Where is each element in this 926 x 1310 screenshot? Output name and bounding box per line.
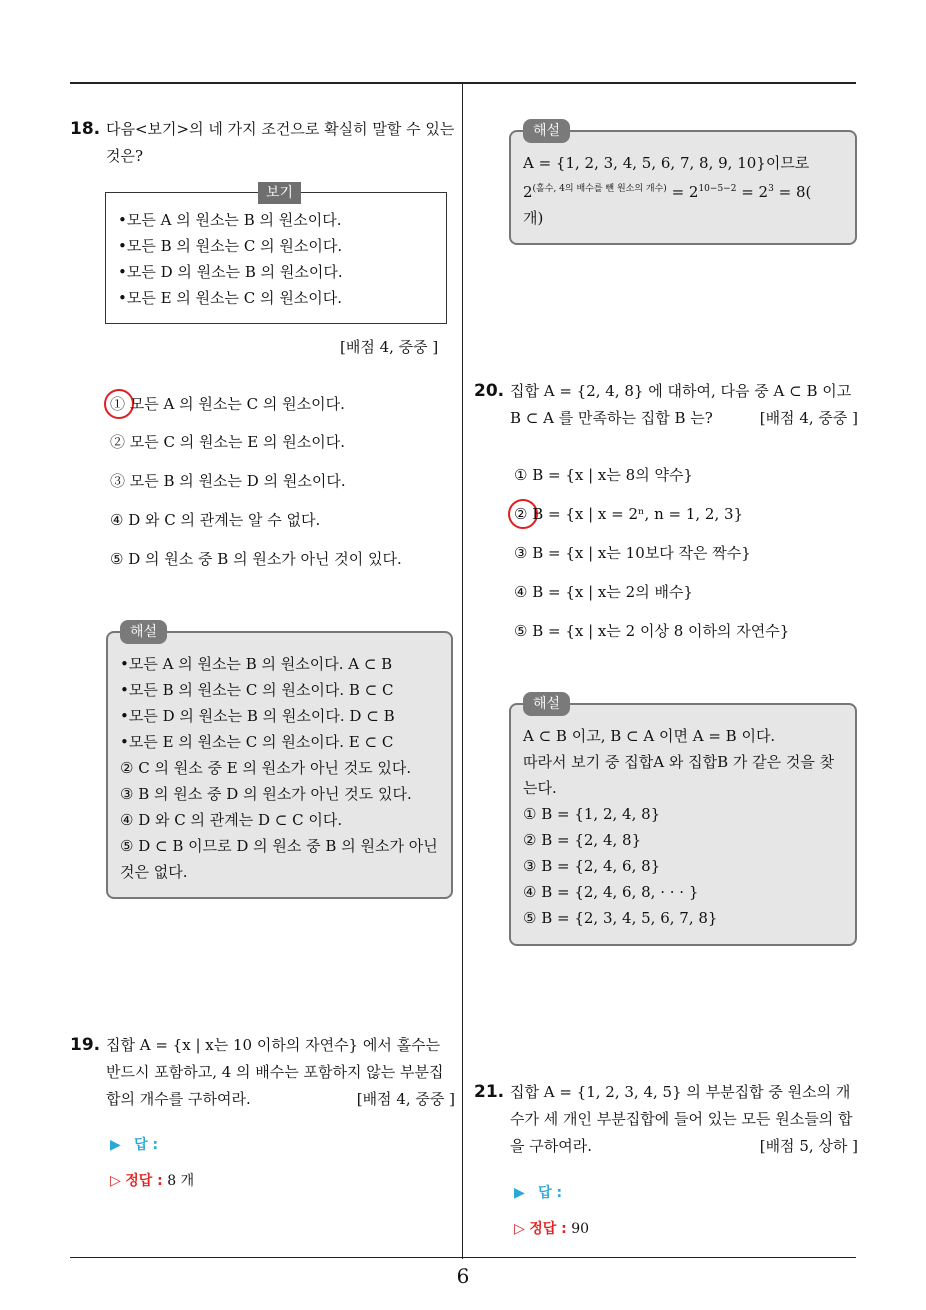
solution-line: ③ B 의 원소 중 D 의 원소가 아닌 것도 있다. <box>120 785 412 803</box>
question-number: 18. <box>70 119 101 139</box>
choice-5[interactable]: ⑤ D 의 원소 중 B 의 원소가 아닌 것이 있다. <box>110 550 402 568</box>
solution-line: 는다. <box>523 779 557 797</box>
score-level: [배점 4, 중중 ] <box>759 409 858 427</box>
solution-line: ① B = {1, 2, 4, 8} <box>523 805 661 823</box>
solution-line: $2^{(홀수, 4의 배수를 뺀 원소의 개수)} = 2^{10-5-2} = 2^3 = 8$( <box>523 183 812 201</box>
question-number: 20. <box>474 381 505 401</box>
solution-line: A = {1, 2, 3, 4, 5, 6, 7, 8, 9, 10}이므로 <box>523 154 810 172</box>
bottom-rule <box>70 1257 856 1258</box>
outline-triangle-icon: ▷ <box>514 1221 525 1237</box>
solution-tab: 해설 <box>523 692 570 716</box>
solution-line: ② C 의 원소 중 E 의 원소가 아닌 것도 있다. <box>120 759 412 777</box>
solution-line: ④ B = {2, 4, 6, 8, · · · } <box>523 883 699 901</box>
question-text-body: 집합 A = {1, 2, 3, 4, 5} 의 부분집합 중 원소의 개수가 세 개인 부분집합에 들어 있는 모든 원소들의 합을 구하여라. <box>510 1083 853 1155</box>
score-level: [배점 4, 중중 ] <box>340 338 439 356</box>
solution-line: ④ D 와 C 의 관계는 D ⊂ C 이다. <box>120 811 343 829</box>
solution-line: 개) <box>523 209 544 227</box>
question-19 <box>70 1032 455 1113</box>
correct-value: 90 <box>571 1221 590 1237</box>
choice-1[interactable]: ① 모든 A 의 원소는 C 의 원소이다. <box>110 395 345 413</box>
solution-box-19 <box>509 123 857 245</box>
correct-label: 정답 : <box>125 1173 163 1189</box>
solution-tab: 해설 <box>120 620 167 644</box>
solution-line: ② B = {2, 4, 8} <box>523 831 642 849</box>
correct-answer-line <box>110 1170 194 1190</box>
question-text-body: 집합 A = {2, 4, 8} 에 대하여, 다음 중 A ⊂ B 이고 B ⊂ A 를 만족하는 집합 B 는? <box>510 382 852 427</box>
bogi-item: •모든 A 의 원소는 B 의 원소이다. <box>118 211 342 229</box>
question-text <box>474 378 858 432</box>
choice-3[interactable]: ③ 모든 B 의 원소는 D 의 원소이다. <box>110 472 346 490</box>
solution-line: A ⊂ B 이고, B ⊂ A 이면 A = B 이다. <box>523 727 776 745</box>
column-divider <box>462 83 463 1259</box>
triangle-icon: ▶ <box>110 1137 121 1153</box>
question-text: 다음<보기>의 네 가지 조건으로 확실히 말할 수 있는 것은? <box>106 120 455 165</box>
top-rule <box>70 82 856 84</box>
solution-box-18 <box>106 624 453 899</box>
question-text <box>474 1079 858 1160</box>
choice-2[interactable]: ② 모든 C 의 원소는 E 의 원소이다. <box>110 433 345 451</box>
question-number: 21. <box>474 1082 505 1102</box>
answer-line[interactable] <box>514 1182 562 1202</box>
choice-4[interactable]: ④ D 와 C 의 관계는 알 수 없다. <box>110 511 321 529</box>
choice-5[interactable]: ⑤ B = {x | x는 2 이상 8 이하의 자연수} <box>514 622 790 640</box>
solution-line: 것은 없다. <box>120 863 188 881</box>
answer-line[interactable] <box>110 1134 158 1154</box>
solution-line: ③ B = {2, 4, 6, 8} <box>523 857 661 875</box>
bogi-item: •모든 D 의 원소는 B 의 원소이다. <box>118 263 343 281</box>
correct-answer-line <box>514 1218 589 1238</box>
question-number: 19. <box>70 1035 101 1055</box>
question-21 <box>474 1079 858 1160</box>
bogi-item: •모든 B 의 원소는 C 의 원소이다. <box>118 237 343 255</box>
score-level: [배점 5, 상하 ] <box>759 1137 858 1155</box>
question-18 <box>70 116 455 170</box>
solution-box-20 <box>509 696 857 946</box>
correct-value: 8 개 <box>167 1173 195 1189</box>
correct-label: 정답 : <box>529 1221 567 1237</box>
solution-line: 따라서 보기 중 집합A 와 집합B 가 같은 것을 찾 <box>523 753 835 771</box>
score-level: [배점 4, 중중 ] <box>356 1090 455 1108</box>
choice-3[interactable]: ③ B = {x | x는 10보다 작은 짝수} <box>514 544 751 562</box>
solution-line: ⑤ B = {2, 3, 4, 5, 6, 7, 8} <box>523 909 718 927</box>
bogi-box <box>105 185 447 324</box>
answer-label: 답 : <box>538 1185 563 1201</box>
solution-line: •모든 D 의 원소는 B 의 원소이다. D ⊂ B <box>120 707 395 725</box>
choice-2[interactable]: ② B = {x | x = 2ⁿ, n = 1, 2, 3} <box>514 505 744 523</box>
choice-1[interactable]: ① B = {x | x는 8의 약수} <box>514 466 693 484</box>
bogi-item: •모든 E 의 원소는 C 의 원소이다. <box>118 289 343 307</box>
solution-tab: 해설 <box>523 119 570 143</box>
triangle-icon: ▶ <box>514 1185 525 1201</box>
solution-line: •모든 E 의 원소는 C 의 원소이다. E ⊂ C <box>120 733 394 751</box>
solution-line: •모든 A 의 원소는 B 의 원소이다. A ⊂ B <box>120 655 393 673</box>
choice-4[interactable]: ④ B = {x | x는 2의 배수} <box>514 583 693 601</box>
answer-label: 답 : <box>134 1137 159 1153</box>
page-number: 6 <box>456 1264 470 1288</box>
solution-line: ⑤ D ⊂ B 이므로 D 의 원소 중 B 의 원소가 아닌 <box>120 837 438 855</box>
bogi-tab: 보기 <box>258 182 301 204</box>
outline-triangle-icon: ▷ <box>110 1173 121 1189</box>
question-text <box>70 1032 455 1113</box>
question-text-body: 집합 A = {x | x는 10 이하의 자연수} 에서 홀수는 반드시 포함하고, 4 의 배수는 포함하지 않는 부분집합의 개수를 구하여라. <box>106 1036 444 1108</box>
question-20 <box>474 378 858 432</box>
solution-line: •모든 B 의 원소는 C 의 원소이다. B ⊂ C <box>120 681 394 699</box>
